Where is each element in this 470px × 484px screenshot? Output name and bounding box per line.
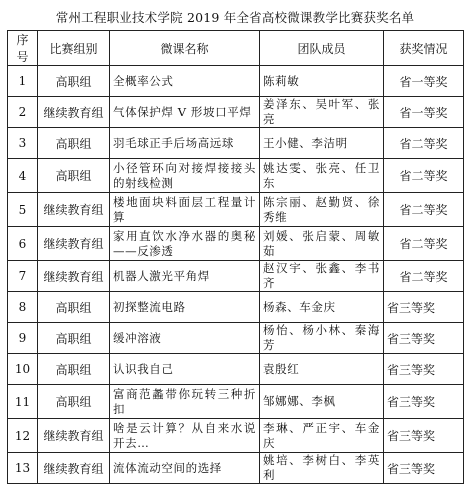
row-award: 省三等奖 [384,354,464,385]
row-no: 13 [8,453,38,484]
table-row [8,128,464,159]
row-group: 高职组 [38,292,110,323]
row-award: 省三等奖 [384,419,464,453]
table-row [8,419,464,453]
row-title: 缓冲溶液 [110,323,260,354]
row-no: 2 [8,97,38,128]
table-row [8,193,464,227]
row-team: 陈宗丽、赵勤贤、徐秀维 [260,193,384,227]
row-group: 继续教育组 [38,193,110,227]
row-team: 姚培、李树白、李英利 [260,453,384,484]
row-title: 气体保护焊 V 形坡口平焊 [110,97,260,128]
row-group: 高职组 [38,354,110,385]
row-award: 省一等奖 [384,97,464,128]
document-title: 常州工程职业技术学院 2019 年全省高校微课教学比赛获奖名单 [55,10,415,25]
row-title: 啥是云计算？从自来水说开去… [110,419,260,453]
table-row [8,292,464,323]
table-row [8,453,464,484]
row-no: 1 [8,66,38,97]
row-award: 省二等奖 [384,128,464,159]
row-group: 继续教育组 [38,453,110,484]
row-title: 流体流动空间的选择 [110,453,260,484]
row-group: 继续教育组 [38,261,110,292]
row-team: 杨怡、杨小林、秦海芳 [260,323,384,354]
row-group: 高职组 [38,385,110,419]
row-title: 机器人激光平角焊 [110,261,260,292]
row-award: 省三等奖 [384,453,464,484]
table-row [8,385,464,419]
row-award: 省二等奖 [384,261,464,292]
row-team: 姜泽东、吴叶军、张亮 [260,97,384,128]
table-row [8,354,464,385]
row-group: 继续教育组 [38,227,110,261]
row-no: 7 [8,261,38,292]
table-row [8,66,464,97]
row-award: 省一等奖 [384,66,464,97]
row-no: 12 [8,419,38,453]
header-title: 微课名称 [110,31,260,66]
row-award: 省二等奖 [384,159,464,193]
row-group: 高职组 [38,323,110,354]
row-no: 3 [8,128,38,159]
row-team: 杨森、车金庆 [260,292,384,323]
row-award: 省二等奖 [384,193,464,227]
row-team: 李琳、严正宇、车金庆 [260,419,384,453]
table-row [8,323,464,354]
row-award: 省二等奖 [384,227,464,261]
row-team: 邹娜娜、李枫 [260,385,384,419]
table-header-row [8,31,464,66]
row-team: 刘媛、张启蒙、周敏茹 [260,227,384,261]
header-group: 比赛组别 [38,31,110,66]
row-no: 11 [8,385,38,419]
table-row [8,261,464,292]
row-group: 继续教育组 [38,419,110,453]
row-award: 省三等奖 [384,292,464,323]
row-no: 4 [8,159,38,193]
row-team: 王小健、李洁明 [260,128,384,159]
header-team: 团队成员 [260,31,384,66]
row-team: 姚达雯、张亮、任卫东 [260,159,384,193]
row-title: 全概率公式 [110,66,260,97]
table-row [8,227,464,261]
row-no: 10 [8,354,38,385]
table-row [8,97,464,128]
row-no: 5 [8,193,38,227]
award-table [7,30,464,484]
row-no: 9 [8,323,38,354]
table-row [8,159,464,193]
row-title: 家用直饮水净水器的奥秘——反渗透 [110,227,260,261]
row-group: 高职组 [38,128,110,159]
row-title: 小径管环向对接焊接接头的射线检测 [110,159,260,193]
row-award: 省三等奖 [384,385,464,419]
row-team: 袁殷红 [260,354,384,385]
row-group: 高职组 [38,66,110,97]
row-title: 羽毛球正手后场高远球 [110,128,260,159]
row-team: 赵汉宇、张鑫、李书齐 [260,261,384,292]
row-award: 省三等奖 [384,323,464,354]
row-group: 继续教育组 [38,97,110,128]
row-title: 楼地面块料面层工程量计算 [110,193,260,227]
row-title: 富商范蠡带你玩转三种折扣 [110,385,260,419]
row-title: 初探整流电路 [110,292,260,323]
row-no: 8 [8,292,38,323]
header-award: 获奖情况 [384,31,464,66]
row-title: 认识我自己 [110,354,260,385]
row-no: 6 [8,227,38,261]
row-group: 高职组 [38,159,110,193]
row-team: 陈莉敏 [260,66,384,97]
header-no: 序号 [8,31,38,66]
